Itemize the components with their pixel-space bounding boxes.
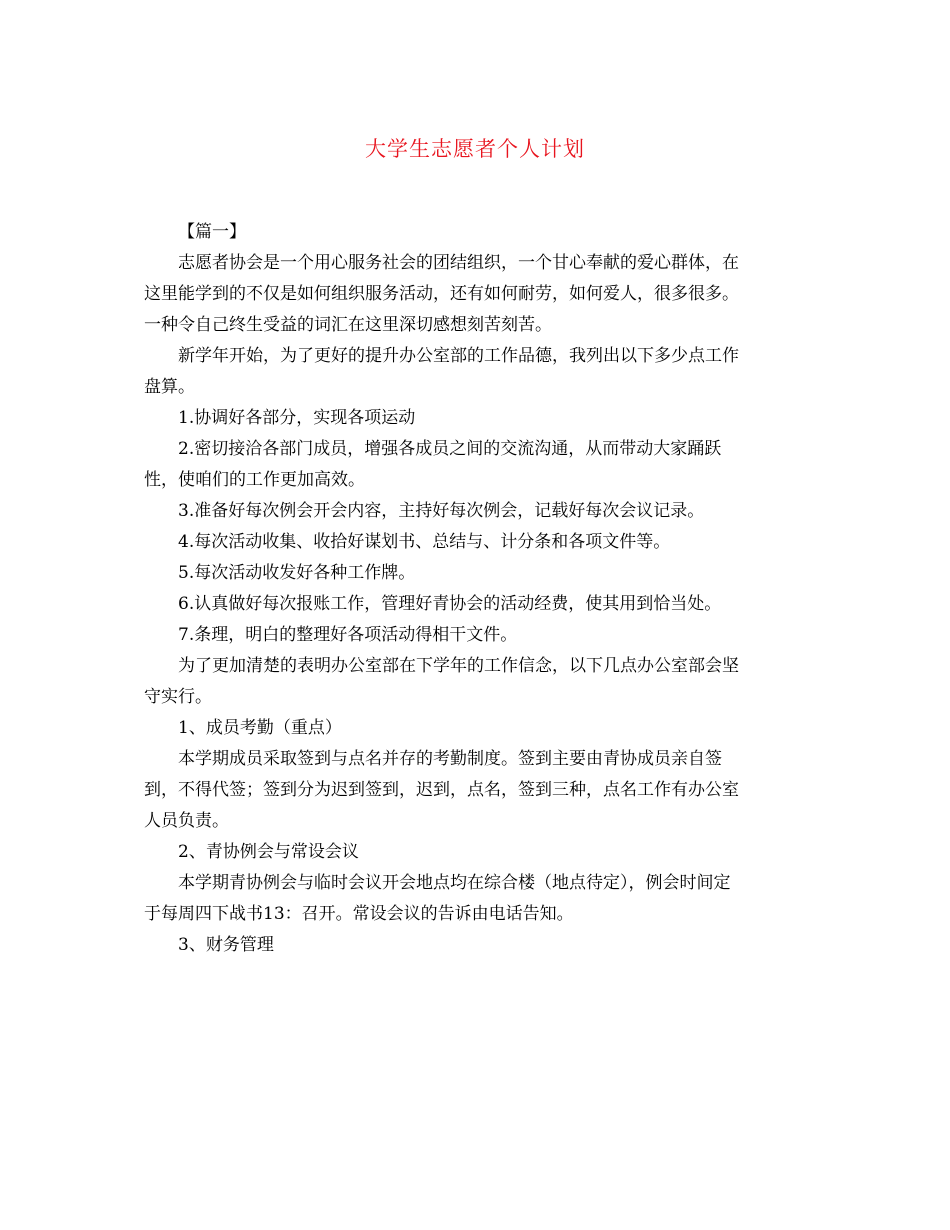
paragraph bbox=[144, 341, 804, 403]
paragraph bbox=[144, 620, 804, 651]
paragraph-line: 盘算。 bbox=[144, 377, 195, 397]
paragraph bbox=[144, 589, 804, 620]
paragraph bbox=[144, 837, 804, 868]
paragraph-line: 人员负责。 bbox=[144, 811, 229, 831]
paragraph-line: 1、成员考勤（重点） bbox=[178, 718, 342, 738]
paragraph-line: 守实行。 bbox=[144, 687, 212, 707]
paragraph bbox=[144, 434, 804, 496]
paragraph-line: 为了更加清楚的表明办公室部在下学年的工作信念，以下几点办公室部会坚 bbox=[178, 656, 739, 676]
paragraph bbox=[144, 558, 804, 589]
paragraph-line: 3、财务管理 bbox=[178, 935, 274, 955]
paragraph-line: 4.每次活动收集、收拾好谋划书、总结与、计分条和各项文件等。 bbox=[178, 532, 671, 552]
paragraph-line: 3.准备好每次例会开会内容，主持好每次例会，记载好每次会议记录。 bbox=[178, 501, 705, 521]
document-title: 大学生志愿者个人计划 bbox=[365, 137, 585, 161]
paragraph-line: 新学年开始，为了更好的提升办公室部的工作品德，我列出以下多少点工作 bbox=[178, 346, 739, 366]
paragraph-line: 2、青协例会与常设会议 bbox=[178, 842, 359, 862]
paragraph-line: 一种令自己终生受益的词汇在这里深切感想刻苦刻苦。 bbox=[144, 315, 552, 335]
paragraph bbox=[144, 930, 804, 961]
paragraph-line: 志愿者协会是一个用心服务社会的团结组织，一个甘心奉献的爱心群体，在 bbox=[178, 253, 739, 273]
paragraph bbox=[144, 744, 804, 837]
paragraph bbox=[144, 713, 804, 744]
paragraph-line: 本学期青协例会与临时会议开会地点均在综合楼（地点待定），例会时间定 bbox=[178, 873, 731, 893]
paragraph-line: 5.每次活动收发好各种工作牌。 bbox=[178, 563, 416, 583]
paragraph-line: 性，使咱们的工作更加高效。 bbox=[144, 470, 365, 490]
paragraph-line: 【篇一】 bbox=[178, 222, 246, 242]
document-body bbox=[144, 217, 804, 961]
paragraph-line: 1.协调好各部分，实现各项运动 bbox=[178, 408, 416, 428]
paragraph-line: 到，不得代签；签到分为迟到签到，迟到，点名，签到三种，点名工作有办公室 bbox=[144, 780, 739, 800]
paragraph-line: 于每周四下战书13：召开。常设会议的告诉由电话告知。 bbox=[144, 904, 574, 924]
paragraph bbox=[144, 527, 804, 558]
paragraph-line: 7.条理，明白的整理好各项活动得相干文件。 bbox=[178, 625, 518, 645]
paragraph-line: 6.认真做好每次报账工作，管理好青协会的活动经费，使其用到恰当处。 bbox=[178, 594, 722, 614]
paragraph bbox=[144, 248, 804, 341]
paragraph-line: 这里能学到的不仅是如何组织服务活动，还有如何耐劳，如何爱人，很多很多。 bbox=[144, 284, 739, 304]
paragraph-line: 2.密切接洽各部门成员，增强各成员之间的交流沟通，从而带动大家踊跃 bbox=[178, 439, 722, 459]
paragraph bbox=[144, 217, 804, 248]
paragraph-line: 本学期成员采取签到与点名并存的考勤制度。签到主要由青协成员亲自签 bbox=[178, 749, 722, 769]
paragraph bbox=[144, 403, 804, 434]
paragraph bbox=[144, 496, 804, 527]
paragraph bbox=[144, 868, 804, 930]
paragraph bbox=[144, 651, 804, 713]
